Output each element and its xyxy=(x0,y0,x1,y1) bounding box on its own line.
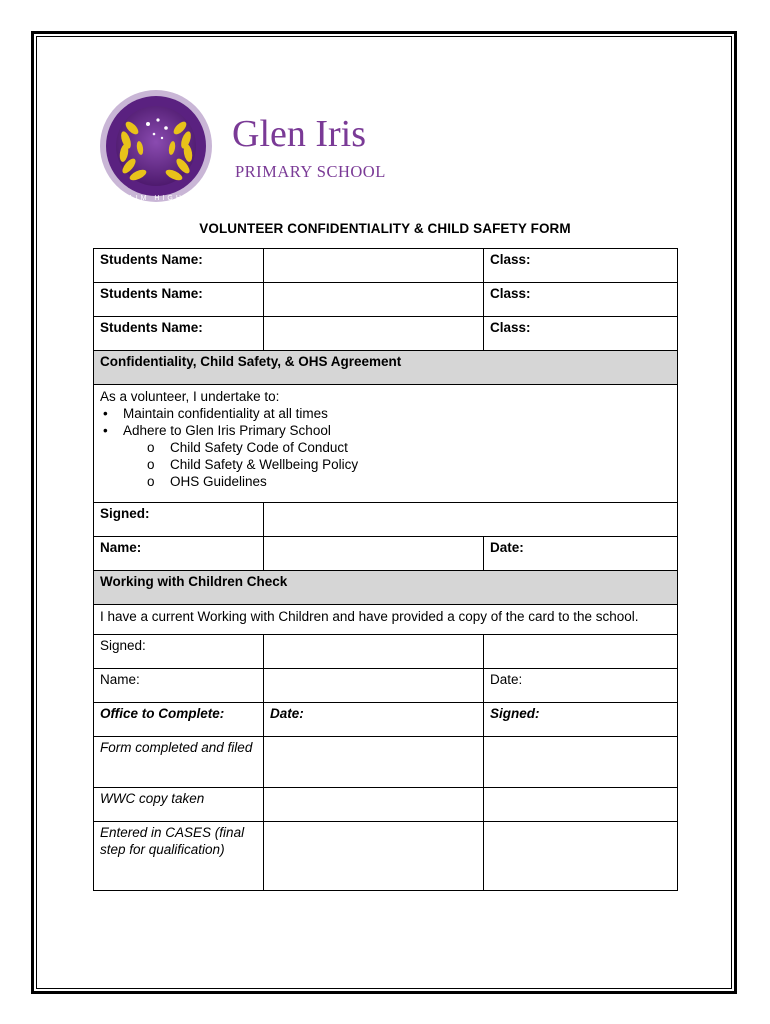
volunteer-form-table xyxy=(93,248,678,891)
office-date-field[interactable] xyxy=(264,788,484,822)
agreement-name-row xyxy=(94,537,678,571)
office-row-label: Entered in CASES (final step for qualification) xyxy=(94,822,264,891)
office-row xyxy=(94,737,678,788)
wwc-signed-row xyxy=(94,635,678,669)
circle-bullet-icon: o xyxy=(147,457,155,472)
student-name-field[interactable] xyxy=(264,317,484,351)
class-field[interactable] xyxy=(484,317,678,351)
student-row xyxy=(94,317,678,351)
wwc-signed-label: Signed: xyxy=(94,635,264,669)
wwc-date-field[interactable] xyxy=(484,669,678,703)
office-signed-field[interactable] xyxy=(484,822,678,891)
agreement-name-field[interactable] xyxy=(264,537,484,571)
agreement-date-label: Date: xyxy=(490,540,524,555)
school-logo xyxy=(96,88,396,208)
agreement-name-label: Name: xyxy=(94,537,264,571)
sublist-item xyxy=(100,473,671,490)
wwc-date-label: Date: xyxy=(490,672,523,687)
circle-bullet-icon: o xyxy=(147,440,155,455)
agreement-intro: As a volunteer, I undertake to: xyxy=(100,389,280,404)
office-date-heading: Date: xyxy=(264,703,484,737)
agreement-list xyxy=(100,405,671,439)
office-row-label: Form completed and filed xyxy=(94,737,264,788)
sublist-item-text: Child Safety Code of Conduct xyxy=(170,440,348,455)
office-signed-heading: Signed: xyxy=(484,703,678,737)
form-title: VOLUNTEER CONFIDENTIALITY & CHILD SAFETY FORM xyxy=(199,221,571,236)
agreement-body-row xyxy=(94,385,678,503)
sublist-item xyxy=(100,439,671,456)
wwc-signature-extra[interactable] xyxy=(484,635,678,669)
agreement-sublist xyxy=(100,439,671,490)
student-name-field[interactable] xyxy=(264,283,484,317)
sublist-item-text: Child Safety & Wellbeing Policy xyxy=(170,457,359,472)
wwc-name-row xyxy=(94,669,678,703)
class-label: Class: xyxy=(490,252,531,267)
list-item-text: Maintain confidentiality at all times xyxy=(123,406,328,421)
circle-bullet-icon: o xyxy=(147,474,155,489)
list-item-text: Adhere to Glen Iris Primary School xyxy=(123,423,331,438)
office-row-label: WWC copy taken xyxy=(94,788,264,822)
wwc-name-field[interactable] xyxy=(264,669,484,703)
agreement-body xyxy=(94,385,678,503)
office-signed-field[interactable] xyxy=(484,788,678,822)
office-heading-label: Office to Complete: xyxy=(94,703,264,737)
agreement-signed-row xyxy=(94,503,678,537)
agreement-heading-row xyxy=(94,351,678,385)
student-name-label: Students Name: xyxy=(94,249,264,283)
bullet-icon: • xyxy=(103,406,108,421)
wwc-signature-field[interactable] xyxy=(264,635,484,669)
office-date-field[interactable] xyxy=(264,822,484,891)
office-signed-field[interactable] xyxy=(484,737,678,788)
class-field[interactable] xyxy=(484,283,678,317)
student-row xyxy=(94,283,678,317)
list-item xyxy=(100,422,671,439)
student-row xyxy=(94,249,678,283)
wwc-heading: Working with Children Check xyxy=(94,571,678,605)
bullet-icon: • xyxy=(103,423,108,438)
sublist-item xyxy=(100,456,671,473)
student-name-label: Students Name: xyxy=(94,283,264,317)
student-name-label: Students Name: xyxy=(94,317,264,351)
class-label: Class: xyxy=(490,286,531,301)
wwc-heading-row xyxy=(94,571,678,605)
office-row xyxy=(94,788,678,822)
wwc-statement-row xyxy=(94,605,678,635)
list-item xyxy=(100,405,671,422)
agreement-heading: Confidentiality, Child Safety, & OHS Agreement xyxy=(94,351,678,385)
logo-school-subtitle: PRIMARY SCHOOL xyxy=(235,162,386,181)
office-row xyxy=(94,822,678,891)
agreement-date-field[interactable] xyxy=(484,537,678,571)
wwc-name-label: Name: xyxy=(94,669,264,703)
sublist-item-text: OHS Guidelines xyxy=(170,474,267,489)
agreement-signed-label: Signed: xyxy=(94,503,264,537)
logo-motto: AIM HIGH xyxy=(128,195,184,202)
class-label: Class: xyxy=(490,320,531,335)
logo-school-name: Glen Iris xyxy=(232,113,367,155)
office-date-field[interactable] xyxy=(264,737,484,788)
agreement-signature-field[interactable] xyxy=(264,503,678,537)
office-heading-row xyxy=(94,703,678,737)
wwc-statement: I have a current Working with Children and have provided a copy of the card to the school. xyxy=(94,605,678,635)
class-field[interactable] xyxy=(484,249,678,283)
student-name-field[interactable] xyxy=(264,249,484,283)
